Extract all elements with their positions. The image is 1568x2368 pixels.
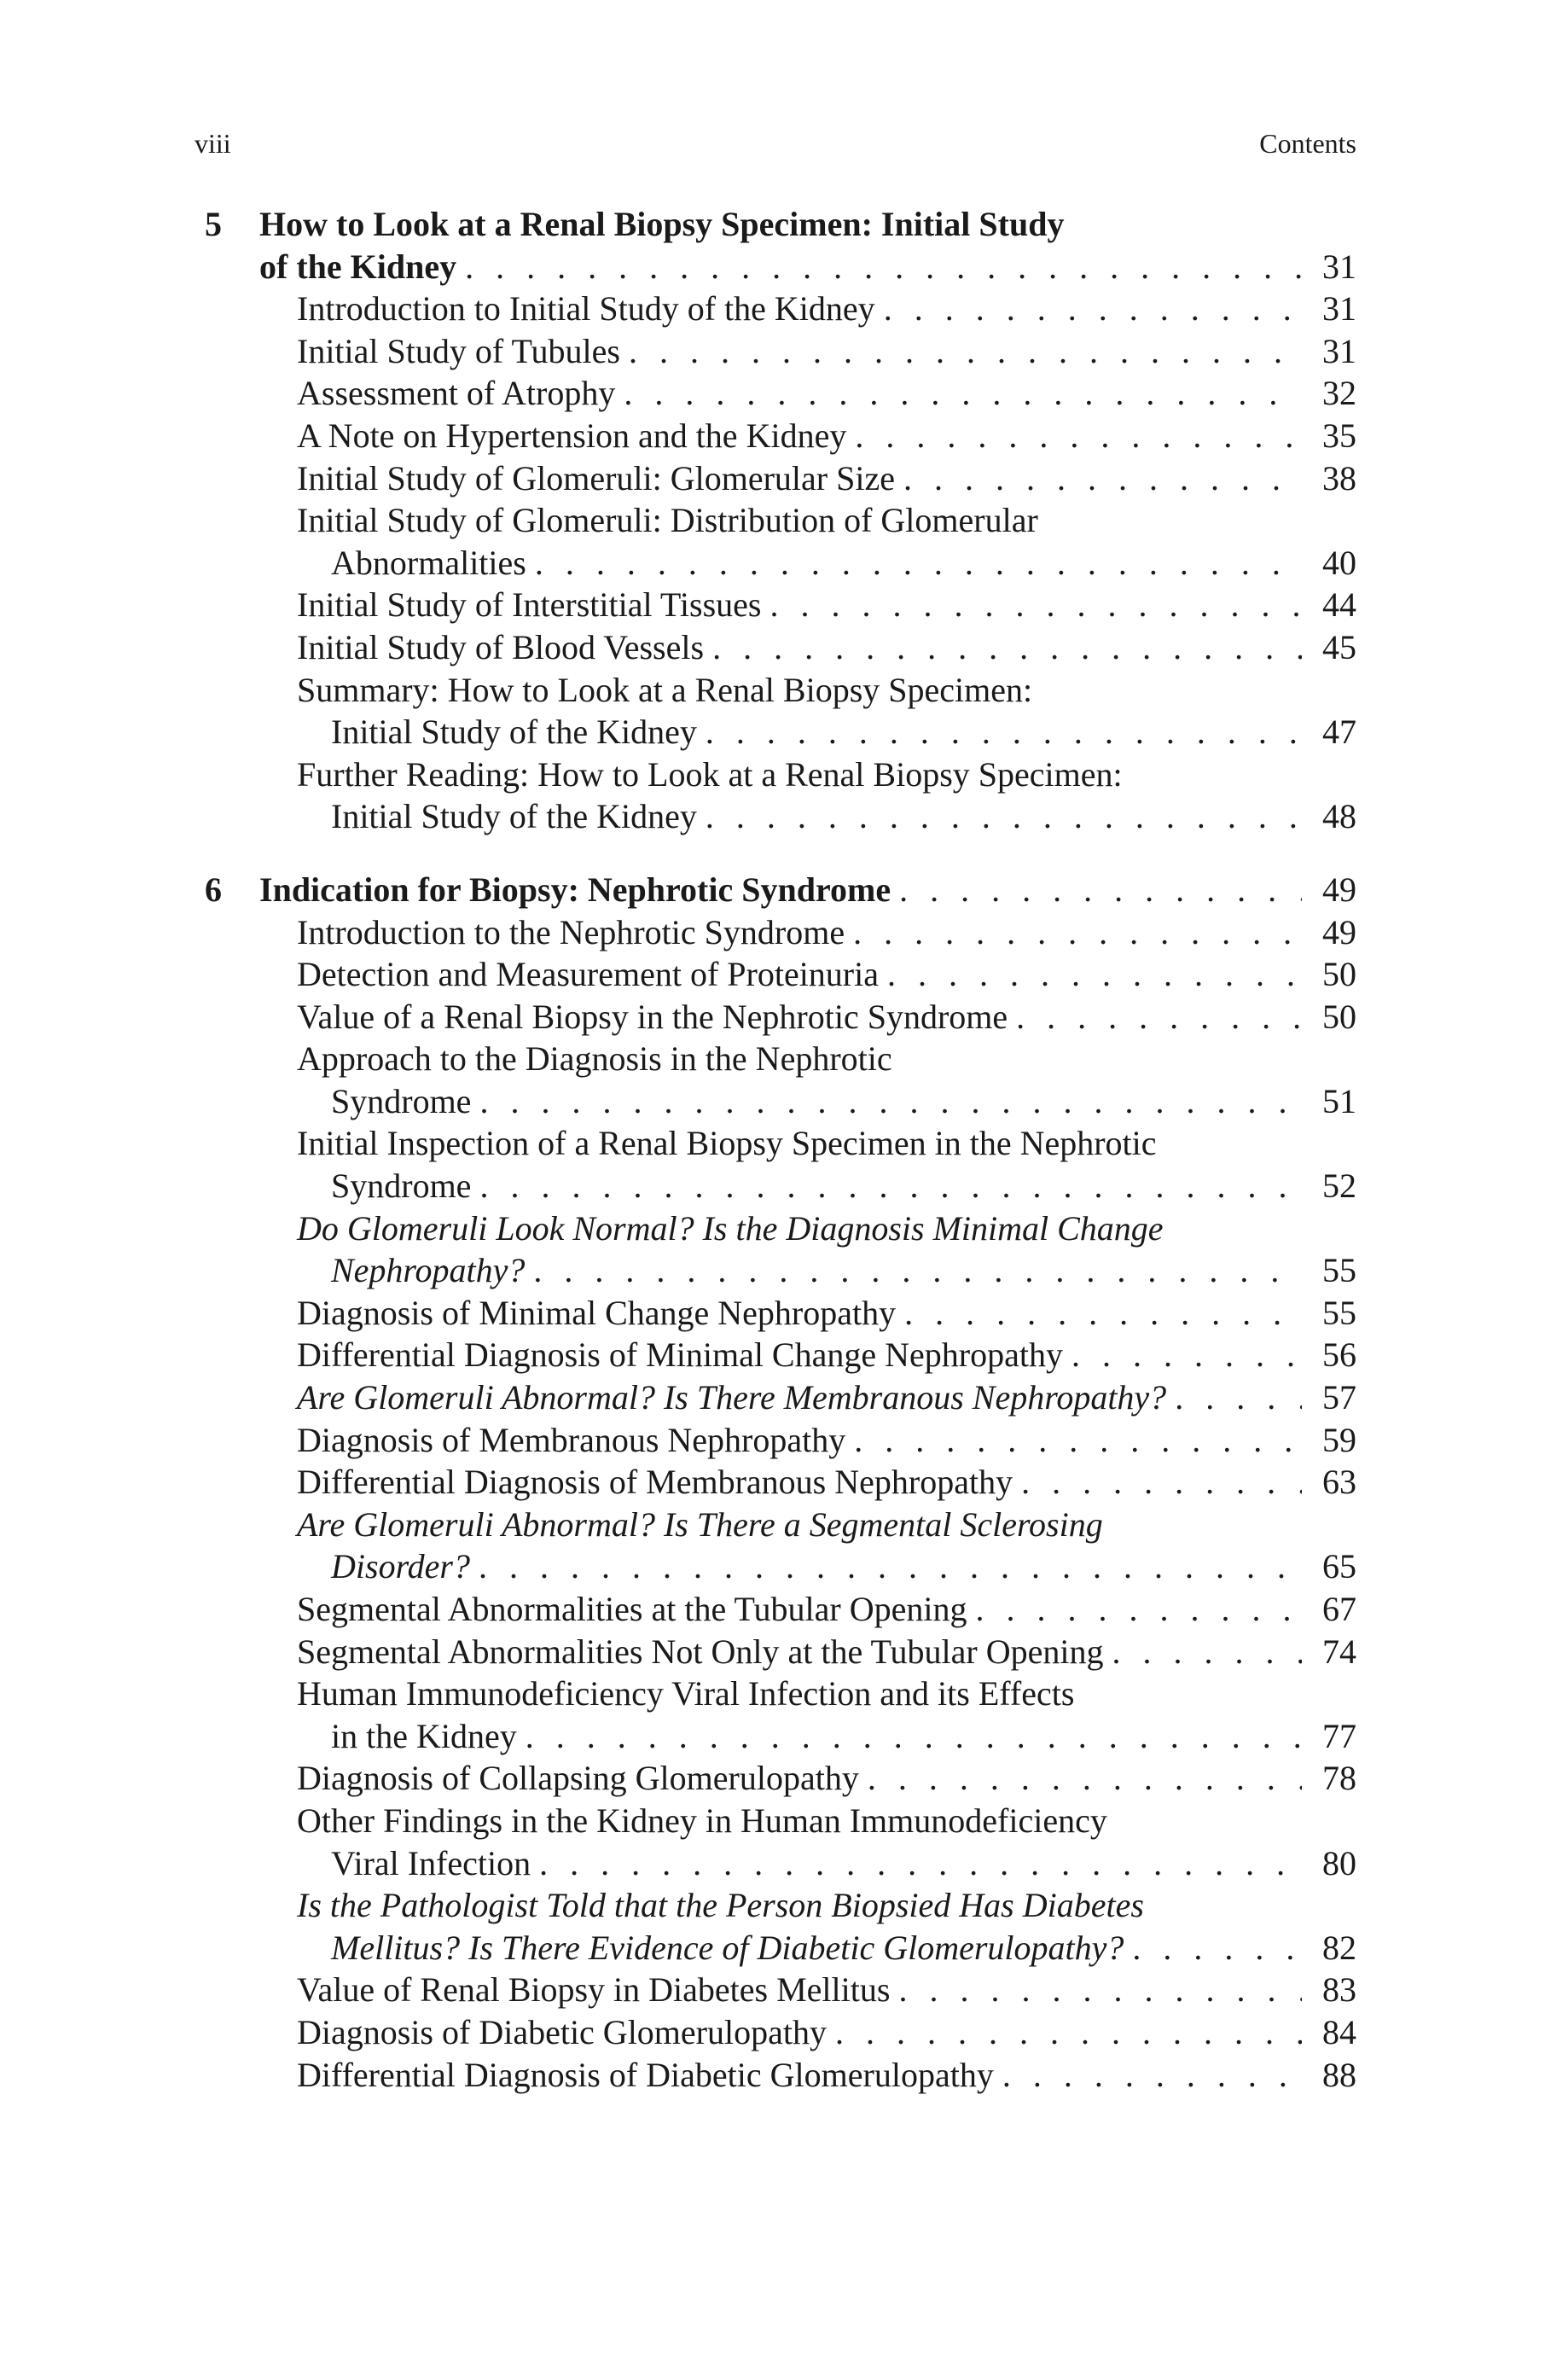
toc-entry[interactable] xyxy=(205,457,1356,500)
page-number: 44 xyxy=(1322,585,1356,625)
toc-entry-line2[interactable] xyxy=(205,711,1356,753)
page-number: 63 xyxy=(1322,1463,1356,1502)
page-number: 51 xyxy=(1322,1081,1356,1120)
chapter-heading-line2[interactable] xyxy=(205,246,1356,288)
toc-entry-line2[interactable] xyxy=(205,795,1356,838)
toc-entry[interactable] xyxy=(205,1588,1356,1631)
entry-title: Segmental Abnormalities at the Tubular Opening xyxy=(297,1590,967,1628)
entry-title: Other Findings in the Kidney in Human Immunodeficiency xyxy=(297,1801,1107,1840)
page-number: 88 xyxy=(1322,2055,1356,2094)
page-number: 74 xyxy=(1322,1632,1356,1671)
dot-leader xyxy=(1103,1631,1302,1673)
page-number: 49 xyxy=(1322,912,1356,951)
entry-title: A Note on Hypertension and the Kidney xyxy=(297,416,847,455)
dot-leader xyxy=(890,1969,1302,2011)
toc-entry-line1[interactable] xyxy=(205,1207,1356,1250)
dot-leader xyxy=(859,1757,1302,1800)
dot-leader xyxy=(761,584,1302,626)
chapter-title-cont: of the Kidney xyxy=(259,247,457,286)
toc-entry-line2[interactable] xyxy=(205,1545,1356,1588)
entry-title: Initial Study of Tubules xyxy=(297,331,620,370)
page-number: 47 xyxy=(1322,713,1356,752)
dot-leader xyxy=(1013,1461,1302,1504)
toc-entry[interactable] xyxy=(205,1969,1356,2011)
page-number: 67 xyxy=(1322,1590,1356,1628)
toc-entry[interactable] xyxy=(205,953,1356,996)
entry-title: Is the Pathologist Told that the Person Biopsied Has Diabetes xyxy=(297,1886,1144,1925)
page-number: 48 xyxy=(1322,797,1356,836)
entry-title: Approach to the Diagnosis in the Nephrotic xyxy=(297,1039,892,1079)
page-number: 49 xyxy=(1322,870,1356,909)
toc-entry[interactable] xyxy=(205,1376,1356,1419)
entry-title: Diagnosis of Diabetic Glomerulopathy xyxy=(297,2012,827,2051)
dot-leader xyxy=(1008,996,1302,1039)
page-number: 55 xyxy=(1322,1251,1356,1290)
toc-entry-line1[interactable] xyxy=(205,1800,1356,1842)
dot-leader xyxy=(846,415,1302,457)
page-number: 32 xyxy=(1322,374,1356,413)
toc-entry-line1[interactable] xyxy=(205,1504,1356,1546)
chapter-number: 5 xyxy=(205,205,222,243)
page-number: 31 xyxy=(1322,289,1356,329)
entry-title-cont: Viral Infection xyxy=(331,1843,531,1882)
dot-leader xyxy=(994,2054,1302,2097)
entry-title: Diagnosis of Membranous Nephropathy xyxy=(297,1420,846,1459)
toc-entry-line2[interactable] xyxy=(205,1842,1356,1885)
dot-leader xyxy=(704,626,1302,669)
toc-entry[interactable] xyxy=(205,996,1356,1039)
page-number: 50 xyxy=(1322,997,1356,1036)
toc-entry[interactable] xyxy=(205,1334,1356,1376)
page-number: 57 xyxy=(1322,1378,1356,1417)
page-number: 50 xyxy=(1322,955,1356,994)
dot-leader xyxy=(615,372,1302,415)
entry-title-cont: Initial Study of the Kidney xyxy=(331,797,697,836)
dot-leader xyxy=(895,457,1302,500)
page-number: 77 xyxy=(1322,1716,1356,1755)
entry-title-cont: Mellitus? Is There Evidence of Diabetic Glomerulopathy? xyxy=(331,1928,1124,1967)
dot-leader xyxy=(845,1419,1302,1462)
entry-title-cont: in the Kidney xyxy=(331,1716,517,1755)
page-number: 35 xyxy=(1322,416,1356,455)
toc-entry-line2[interactable] xyxy=(205,1249,1356,1292)
page-number: 31 xyxy=(1322,247,1356,286)
toc-entry[interactable] xyxy=(205,1631,1356,1673)
entry-title: Diagnosis of Minimal Change Nephropathy xyxy=(297,1293,897,1332)
dot-leader xyxy=(1124,1927,1302,1969)
toc-entry-line1[interactable] xyxy=(205,499,1356,542)
dot-leader xyxy=(456,246,1302,288)
dot-leader xyxy=(875,288,1302,330)
toc-entry[interactable] xyxy=(205,626,1356,669)
dot-leader xyxy=(471,1080,1302,1123)
dot-leader xyxy=(525,1249,1302,1292)
toc-entry[interactable] xyxy=(205,584,1356,626)
entry-title: Detection and Measurement of Proteinuria xyxy=(297,955,879,994)
page-number: 52 xyxy=(1322,1167,1356,1206)
dot-leader xyxy=(827,2011,1302,2054)
entry-title: Summary: How to Look at a Renal Biopsy Specimen: xyxy=(297,670,1033,709)
running-head xyxy=(195,126,1356,160)
toc-entry[interactable] xyxy=(205,911,1356,954)
page-number: 83 xyxy=(1322,1970,1356,2010)
entry-title-cont: Initial Study of the Kidney xyxy=(331,713,697,752)
dot-leader xyxy=(526,542,1302,585)
entry-title: Value of Renal Biopsy in Diabetes Mellitus xyxy=(297,1970,891,2010)
toc-entry-line2[interactable] xyxy=(205,1080,1356,1123)
chapter-title: How to Look at a Renal Biopsy Specimen: Initial Study xyxy=(259,205,1065,243)
toc-entry-line1[interactable] xyxy=(205,1038,1356,1080)
toc-entry-line2[interactable] xyxy=(205,1165,1356,1207)
chapter-6 xyxy=(205,869,1356,2096)
chapter-number: 6 xyxy=(205,870,222,909)
dot-leader xyxy=(697,795,1302,838)
entry-title: Are Glomeruli Abnormal? Is There a Segmental Sclerosing xyxy=(297,1504,1103,1544)
toc-entry[interactable] xyxy=(205,2011,1356,2054)
page-number: 80 xyxy=(1322,1843,1356,1882)
dot-leader xyxy=(517,1715,1302,1758)
dot-leader xyxy=(845,911,1302,954)
running-title: Contents xyxy=(1259,128,1356,159)
entry-title: Differential Diagnosis of Diabetic Glomerulopathy xyxy=(297,2055,994,2094)
toc-entry[interactable] xyxy=(205,330,1356,373)
page-number: 40 xyxy=(1322,543,1356,582)
chapter-title: Indication for Biopsy: Nephrotic Syndrome xyxy=(259,870,891,909)
page-number: 31 xyxy=(1322,331,1356,370)
entry-title: Do Glomeruli Look Normal? Is the Diagnosis Minimal Change xyxy=(297,1208,1164,1248)
entry-title: Differential Diagnosis of Membranous Nephropathy xyxy=(297,1463,1013,1502)
entry-title-cont: Syndrome xyxy=(331,1081,472,1120)
toc-entry[interactable] xyxy=(205,415,1356,457)
toc-entry-line1[interactable] xyxy=(205,1122,1356,1165)
dot-leader xyxy=(1063,1334,1302,1376)
toc-entry[interactable] xyxy=(205,372,1356,415)
entry-title: Initial Inspection of a Renal Biopsy Specimen in the Nephrotic xyxy=(297,1124,1157,1163)
page-number: 59 xyxy=(1322,1420,1356,1459)
dot-leader xyxy=(1166,1376,1302,1419)
dot-leader xyxy=(697,711,1302,753)
page-number: 82 xyxy=(1322,1928,1356,1967)
dot-leader xyxy=(470,1545,1302,1588)
page-number: 45 xyxy=(1322,627,1356,666)
toc-entry-line2[interactable] xyxy=(205,1715,1356,1758)
page-number: 78 xyxy=(1322,1759,1356,1798)
table-of-contents xyxy=(205,203,1356,2127)
toc-entry[interactable] xyxy=(205,1461,1356,1504)
entry-title: Introduction to Initial Study of the Kidney xyxy=(297,289,875,329)
dot-leader xyxy=(620,330,1302,373)
toc-entry-line1[interactable] xyxy=(205,753,1356,796)
entry-title: Initial Study of Glomeruli: Glomerular Size xyxy=(297,458,895,497)
toc-entry[interactable] xyxy=(205,1757,1356,1800)
toc-entry-line1[interactable] xyxy=(205,1884,1356,1927)
dot-leader xyxy=(531,1842,1302,1885)
toc-entry-line2[interactable] xyxy=(205,1927,1356,1969)
page-number: 56 xyxy=(1322,1335,1356,1375)
page-number: 84 xyxy=(1322,2012,1356,2051)
entry-title: Introduction to the Nephrotic Syndrome xyxy=(297,912,845,951)
toc-entry-line2[interactable] xyxy=(205,542,1356,585)
chapter-heading-line1[interactable] xyxy=(205,203,1356,246)
entry-title: Value of a Renal Biopsy in the Nephrotic Syndrome xyxy=(297,997,1008,1036)
entry-title-cont: Abnormalities xyxy=(331,543,526,582)
toc-entry[interactable] xyxy=(205,1419,1356,1462)
entry-title: Initial Study of Glomeruli: Distribution of Glomerular xyxy=(297,501,1038,540)
entry-title-cont: Nephropathy? xyxy=(331,1251,526,1290)
page-folio: viii xyxy=(195,128,231,159)
chapter-5 xyxy=(205,203,1356,838)
dot-leader xyxy=(471,1165,1302,1207)
entry-title: Initial Study of Interstitial Tissues xyxy=(297,585,762,625)
entry-title-cont: Syndrome xyxy=(331,1167,472,1206)
toc-entry-line1[interactable] xyxy=(205,1673,1356,1715)
entry-title: Diagnosis of Collapsing Glomerulopathy xyxy=(297,1759,859,1798)
toc-entry[interactable] xyxy=(205,2054,1356,2097)
toc-entry-line1[interactable] xyxy=(205,669,1356,712)
entry-title: Assessment of Atrophy xyxy=(297,374,616,413)
dot-leader xyxy=(891,869,1302,911)
toc-entry[interactable] xyxy=(205,288,1356,330)
entry-title: Differential Diagnosis of Minimal Change Nephropathy xyxy=(297,1335,1063,1375)
dot-leader xyxy=(896,1292,1302,1335)
entry-title-cont: Disorder? xyxy=(331,1547,470,1586)
page-number: 55 xyxy=(1322,1293,1356,1332)
entry-title: Are Glomeruli Abnormal? Is There Membranous Nephropathy? xyxy=(297,1378,1167,1417)
entry-title: Segmental Abnormalities Not Only at the Tubular Opening xyxy=(297,1632,1104,1671)
toc-entry[interactable] xyxy=(205,1292,1356,1335)
entry-title: Further Reading: How to Look at a Renal Biopsy Specimen: xyxy=(297,754,1123,794)
chapter-heading[interactable] xyxy=(205,869,1356,911)
dot-leader xyxy=(967,1588,1302,1631)
page-number: 38 xyxy=(1322,458,1356,497)
entry-title: Human Immunodeficiency Viral Infection and its Effects xyxy=(297,1674,1075,1713)
entry-title: Initial Study of Blood Vessels xyxy=(297,627,705,666)
dot-leader xyxy=(879,953,1302,996)
page-number: 65 xyxy=(1322,1547,1356,1586)
